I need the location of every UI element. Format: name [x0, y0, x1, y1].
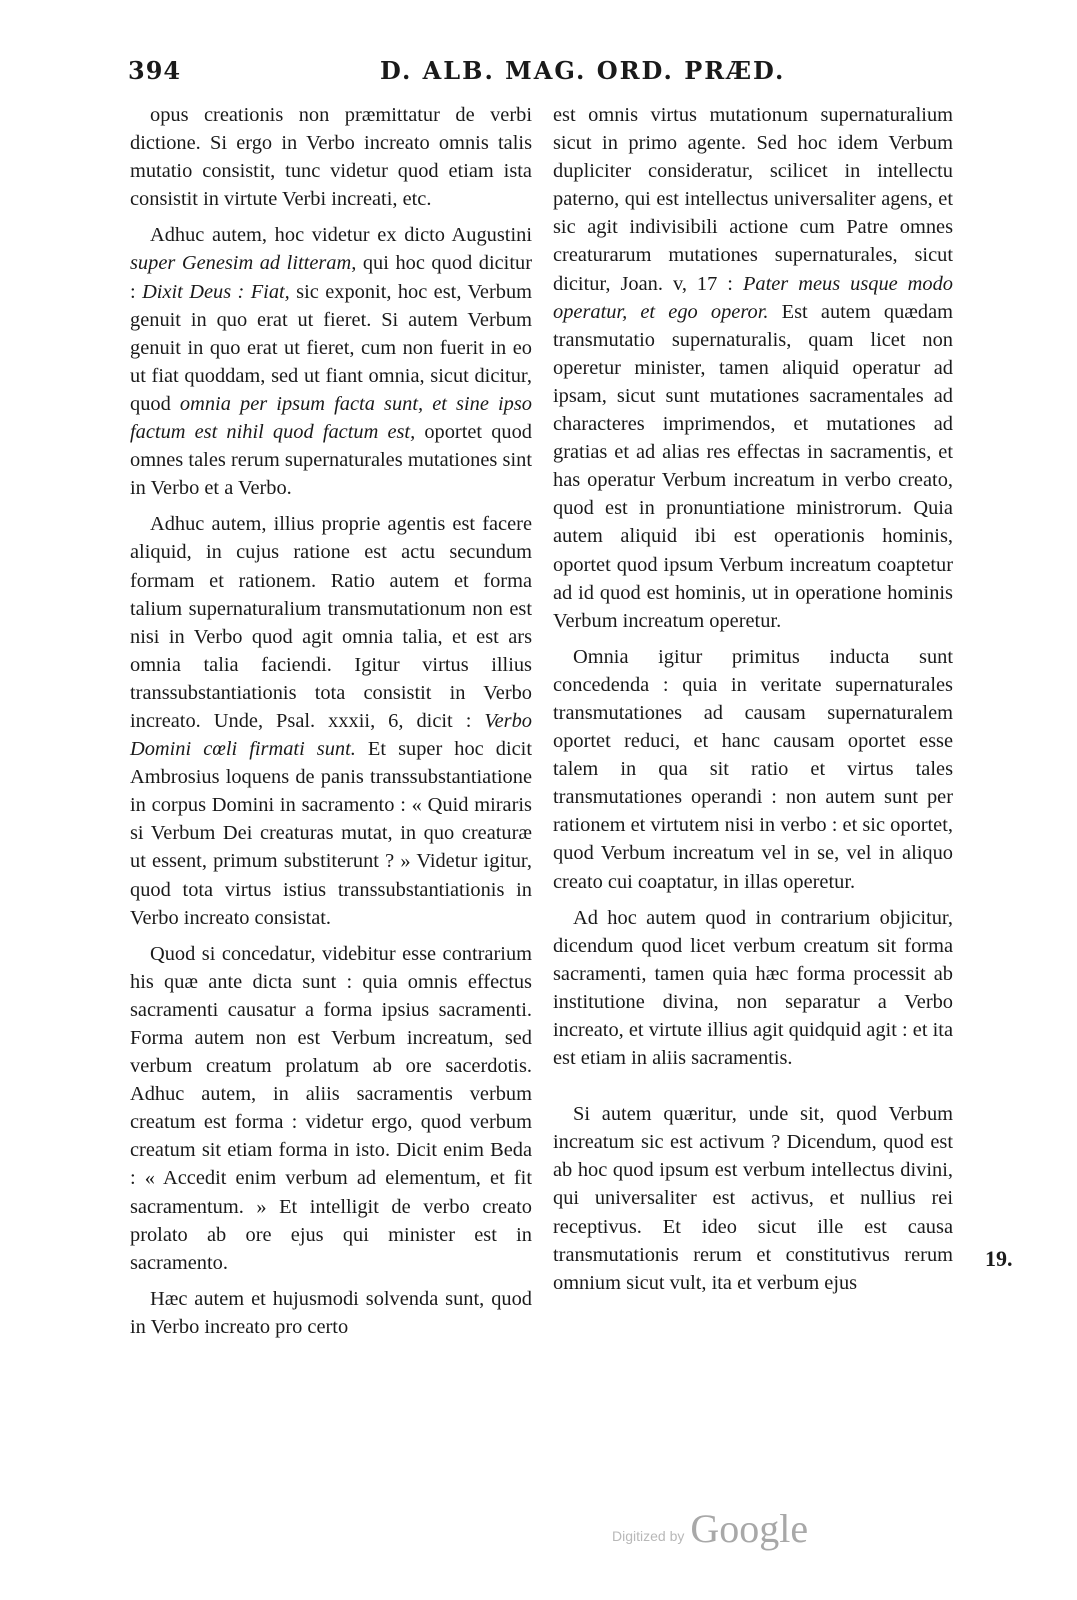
italic-quotation: Dixit Deus : Fiat,	[142, 280, 290, 303]
text-run: Est autem quædam transmutatio supernaturalis, quam licet non operetur minister, tamen aliquid operatur ad ipsam, sicut sunt mutationes sacramentales ad characteres imprimendos, et mutationes ad gratias et ad alias res effectas in sacramentis, et has operatur Verbum increatum in verbo creato, quod est in pronuntiatione ministrorum. Quia autem aliquid ibi est operationis hominis, oportet quod ipsum Verbum increatum coaptetur ad id quod est hominis, ut in operatione hominis Verbum increatum operetur.	[553, 300, 953, 632]
text-run: Adhuc autem, hoc videtur ex dicto Augustini	[150, 224, 532, 247]
italic-quotation: Pater meus usque modo operatur, et ego operor.	[553, 272, 953, 323]
paragraph	[130, 510, 532, 931]
paragraph	[553, 1100, 953, 1297]
text-run: Adhuc autem, illius proprie agentis est facere aliquid, in cujus ratione est actu secundum formam et rationem. Ratio autem et forma talium supernaturalium transmutationum non est nisi in Verbo quod agit omnia talia, et est ars omnia talia faciendi. Igitur virtus illius transsubstantiationis tota consistit in Verbo increato. Unde, Psal. xxxii, 6, dicit :	[130, 513, 532, 732]
text-run: oportet quod omnes tales rerum supernaturales mutationes sint in Verbo et a Verbo.	[130, 421, 532, 500]
running-title: D. ALB. MAG. ORD. PRÆD.	[380, 56, 786, 85]
text-run: sic exponit, hoc est, Verbum genuit in quo erat ut fieret. Si autem Verbum genuit in quo erat ut fieret, cum non fuerit in eo ut fiat quoddam, sed ut fiant omnia, sicut dicitur, quod	[130, 280, 533, 415]
paragraph	[553, 643, 953, 896]
right-text-column	[553, 101, 953, 1305]
page-header	[0, 0, 1077, 100]
paragraph	[130, 1285, 532, 1341]
left-text-column	[130, 101, 532, 1349]
paragraph	[553, 101, 953, 635]
text-run: Si autem quæritur, unde sit, quod Verbum increatum sic est activum ? Dicendum, quod est ab hoc quod ipsum est verbum intellectus divini, qui universaliter est activus, et nullius rei receptivus. Et ideo sicut ille est causa transmutationis rerum et constitutivus rerum omnium sicut vult, ita et verbum ejus	[553, 1103, 953, 1294]
text-run: Omnia igitur primitus inducta sunt concedenda : quia in veritate supernaturales transmutationes ad causam supernaturalem oportet reduci, et hanc causam oportet esse talem in qua sit ratio et virtus tales transmutationes operandi : non autem sunt per rationem et virtutem nisi in verbo : et sic oportet, quod Verbum increatum vel in se, vel in aliquo creato cui coaptatur, in illas operetur.	[553, 645, 953, 893]
text-run: est omnis virtus mutationum supernaturalium sicut in primo agente. Sed hoc idem Verbum dupliciter consideratur, scilicet in intellectu paterno, qui est intellectus universaliter agens, et sic agit indivisibili actione cum Patre omnes creaturarum mutationes supernaturales, sicut dicitur, Joan. v, 17 :	[553, 104, 953, 295]
marginal-section-number: 19.	[985, 1246, 1013, 1271]
google-logo: Google	[690, 1506, 809, 1551]
text-run: Et super hoc dicit Ambrosius loquens de panis transsubstantiatione in corpus Domini in sacramento : « Quid miraris si Verbum Dei creaturas mutat, in quo creaturæ ut essent, primum substiterunt ? » Videtur igitur, quod tota virtus istius transsubstantiationis in Verbo increato consistat.	[130, 738, 532, 929]
page-number: 394	[128, 56, 182, 85]
text-run: Quod si concedatur, videbitur esse contrarium his quæ ante dicta sunt : quia omnis effectus sacramenti causatur a forma ipsius sacramenti. Forma autem non est Verbum increatum, sed verbum creatum prolatum ab ore sacerdotis. Adhuc autem, in aliis sacramentis verbum creatum est forma : videtur ergo, quod verbum creatum sit etiam forma in isto. Dicit enim Beda : « Accedit enim verbum ad elementum, et fit sacramentum. » Et intelligit de verbo creato prolato ab ore ejus qui minister est in sacramento.	[130, 942, 532, 1274]
italic-quotation: omnia per ipsum facta sunt, et sine ipso factum est nihil quod factum est,	[130, 392, 532, 444]
text-run: Ad hoc autem quod in contrarium objicitur, dicendum quod licet verbum creatum sit forma sacramenti, tamen quia hæc forma processit ab institutione divina, non separatur a Verbo increato, et virtute illius agit quidquid agit : et ita est etiam in aliis sacramentis.	[553, 906, 953, 1070]
text-run: Hæc autem et hujusmodi solvenda sunt, quod in Verbo increato pro certo	[130, 1287, 532, 1338]
watermark-prefix: Digitized by	[612, 1528, 685, 1544]
paragraph	[130, 221, 532, 502]
text-run: qui hoc quod dicitur :	[130, 252, 532, 303]
paragraph	[553, 904, 953, 1073]
text-run: opus creationis non præmittatur de verbi dictione. Si ergo in Verbo increato omnis talis mutatio consistit, tunc videtur quod etiam ista consistit in virtute Verbi increati, etc.	[130, 104, 532, 211]
italic-quotation: super Genesim ad litteram,	[130, 252, 357, 275]
paragraph	[130, 101, 532, 213]
digitized-watermark	[612, 1505, 808, 1552]
italic-quotation: Verbo Domini cœli firmati sunt.	[130, 709, 532, 761]
paragraph	[130, 940, 532, 1277]
